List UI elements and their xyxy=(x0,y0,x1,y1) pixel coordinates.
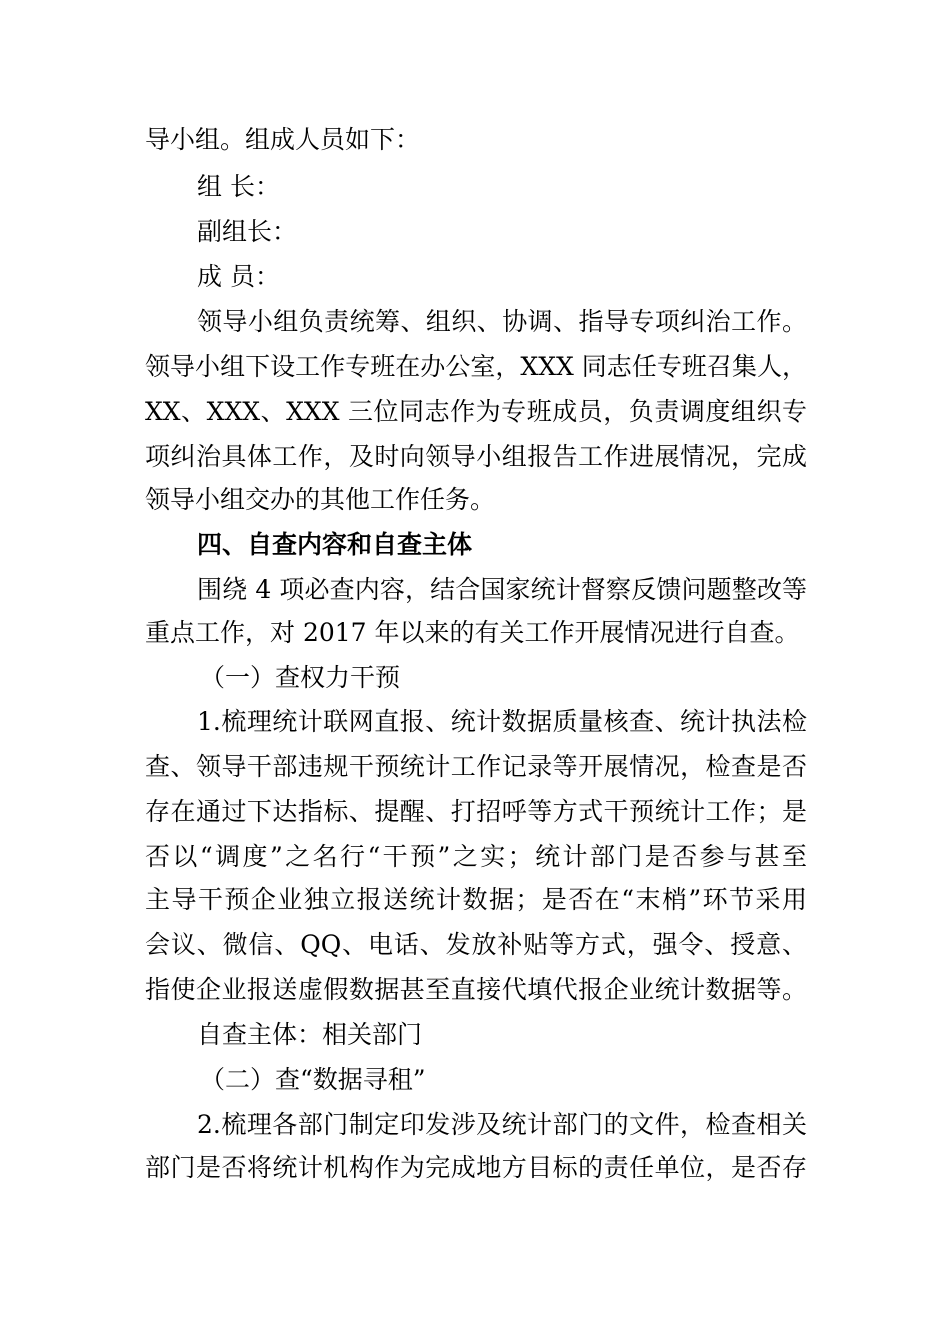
paragraph-line: 围绕 4 项必查内容，结合国家统计督察反馈问题整改等 xyxy=(197,575,807,604)
leader-label: 组 长： xyxy=(197,172,280,201)
paragraph-line: 领导小组下设工作专班在办公室，XXX 同志任专班召集人， xyxy=(145,352,807,381)
paragraph-line: 项纠治具体工作，及时向领导小组报告工作进展情况，完成 xyxy=(145,442,807,471)
paragraph-line: 2.梳理各部门制定印发涉及统计部门的文件，检查相关 xyxy=(197,1110,807,1139)
paragraph-line: 重点工作，对 2017 年以来的有关工作开展情况进行自查。 xyxy=(145,618,800,647)
paragraph-line: 主导干预企业独立报送统计数据；是否在“末梢”环节采用 xyxy=(145,885,807,914)
subsection-heading: （一）查权力干预 xyxy=(200,663,401,692)
paragraph-line: 领导小组负责统筹、组织、协调、指导专项纠治工作。 xyxy=(197,307,807,336)
paragraph-line: 会议、微信、QQ、电话、发放补贴等方式，强令、授意、 xyxy=(145,930,807,959)
paragraph-line: 导小组。组成人员如下： xyxy=(145,125,421,154)
paragraph-line: 存在通过下达指标、提醒、打招呼等方式干预统计工作；是 xyxy=(145,797,807,826)
subsection-heading: （二）查“数据寻租” xyxy=(200,1065,426,1094)
paragraph-line: 查、领导干部违规干预统计工作记录等开展情况，检查是否 xyxy=(145,752,807,781)
members-label: 成 员： xyxy=(197,262,280,291)
paragraph-line: 部门是否将统计机构作为完成地方目标的责任单位，是否存 xyxy=(145,1153,807,1182)
paragraph-line: 领导小组交办的其他工作任务。 xyxy=(145,485,496,514)
paragraph-line: 指使企业报送虚假数据甚至直接代填代报企业统计数据等。 xyxy=(145,975,807,1004)
deputy-leader-label: 副组长： xyxy=(197,217,298,246)
section-heading: 四、自查内容和自查主体 xyxy=(197,530,473,559)
paragraph-line: 1.梳理统计联网直报、统计数据质量核查、统计执法检 xyxy=(197,707,807,736)
paragraph-line: XX、XXX、XXX 三位同志作为专班成员，负责调度组织专 xyxy=(145,397,807,426)
self-check-subject: 自查主体：相关部门 xyxy=(197,1020,423,1049)
paragraph-line: 否以“调度”之名行“干预”之实；统计部门是否参与甚至 xyxy=(145,842,807,871)
